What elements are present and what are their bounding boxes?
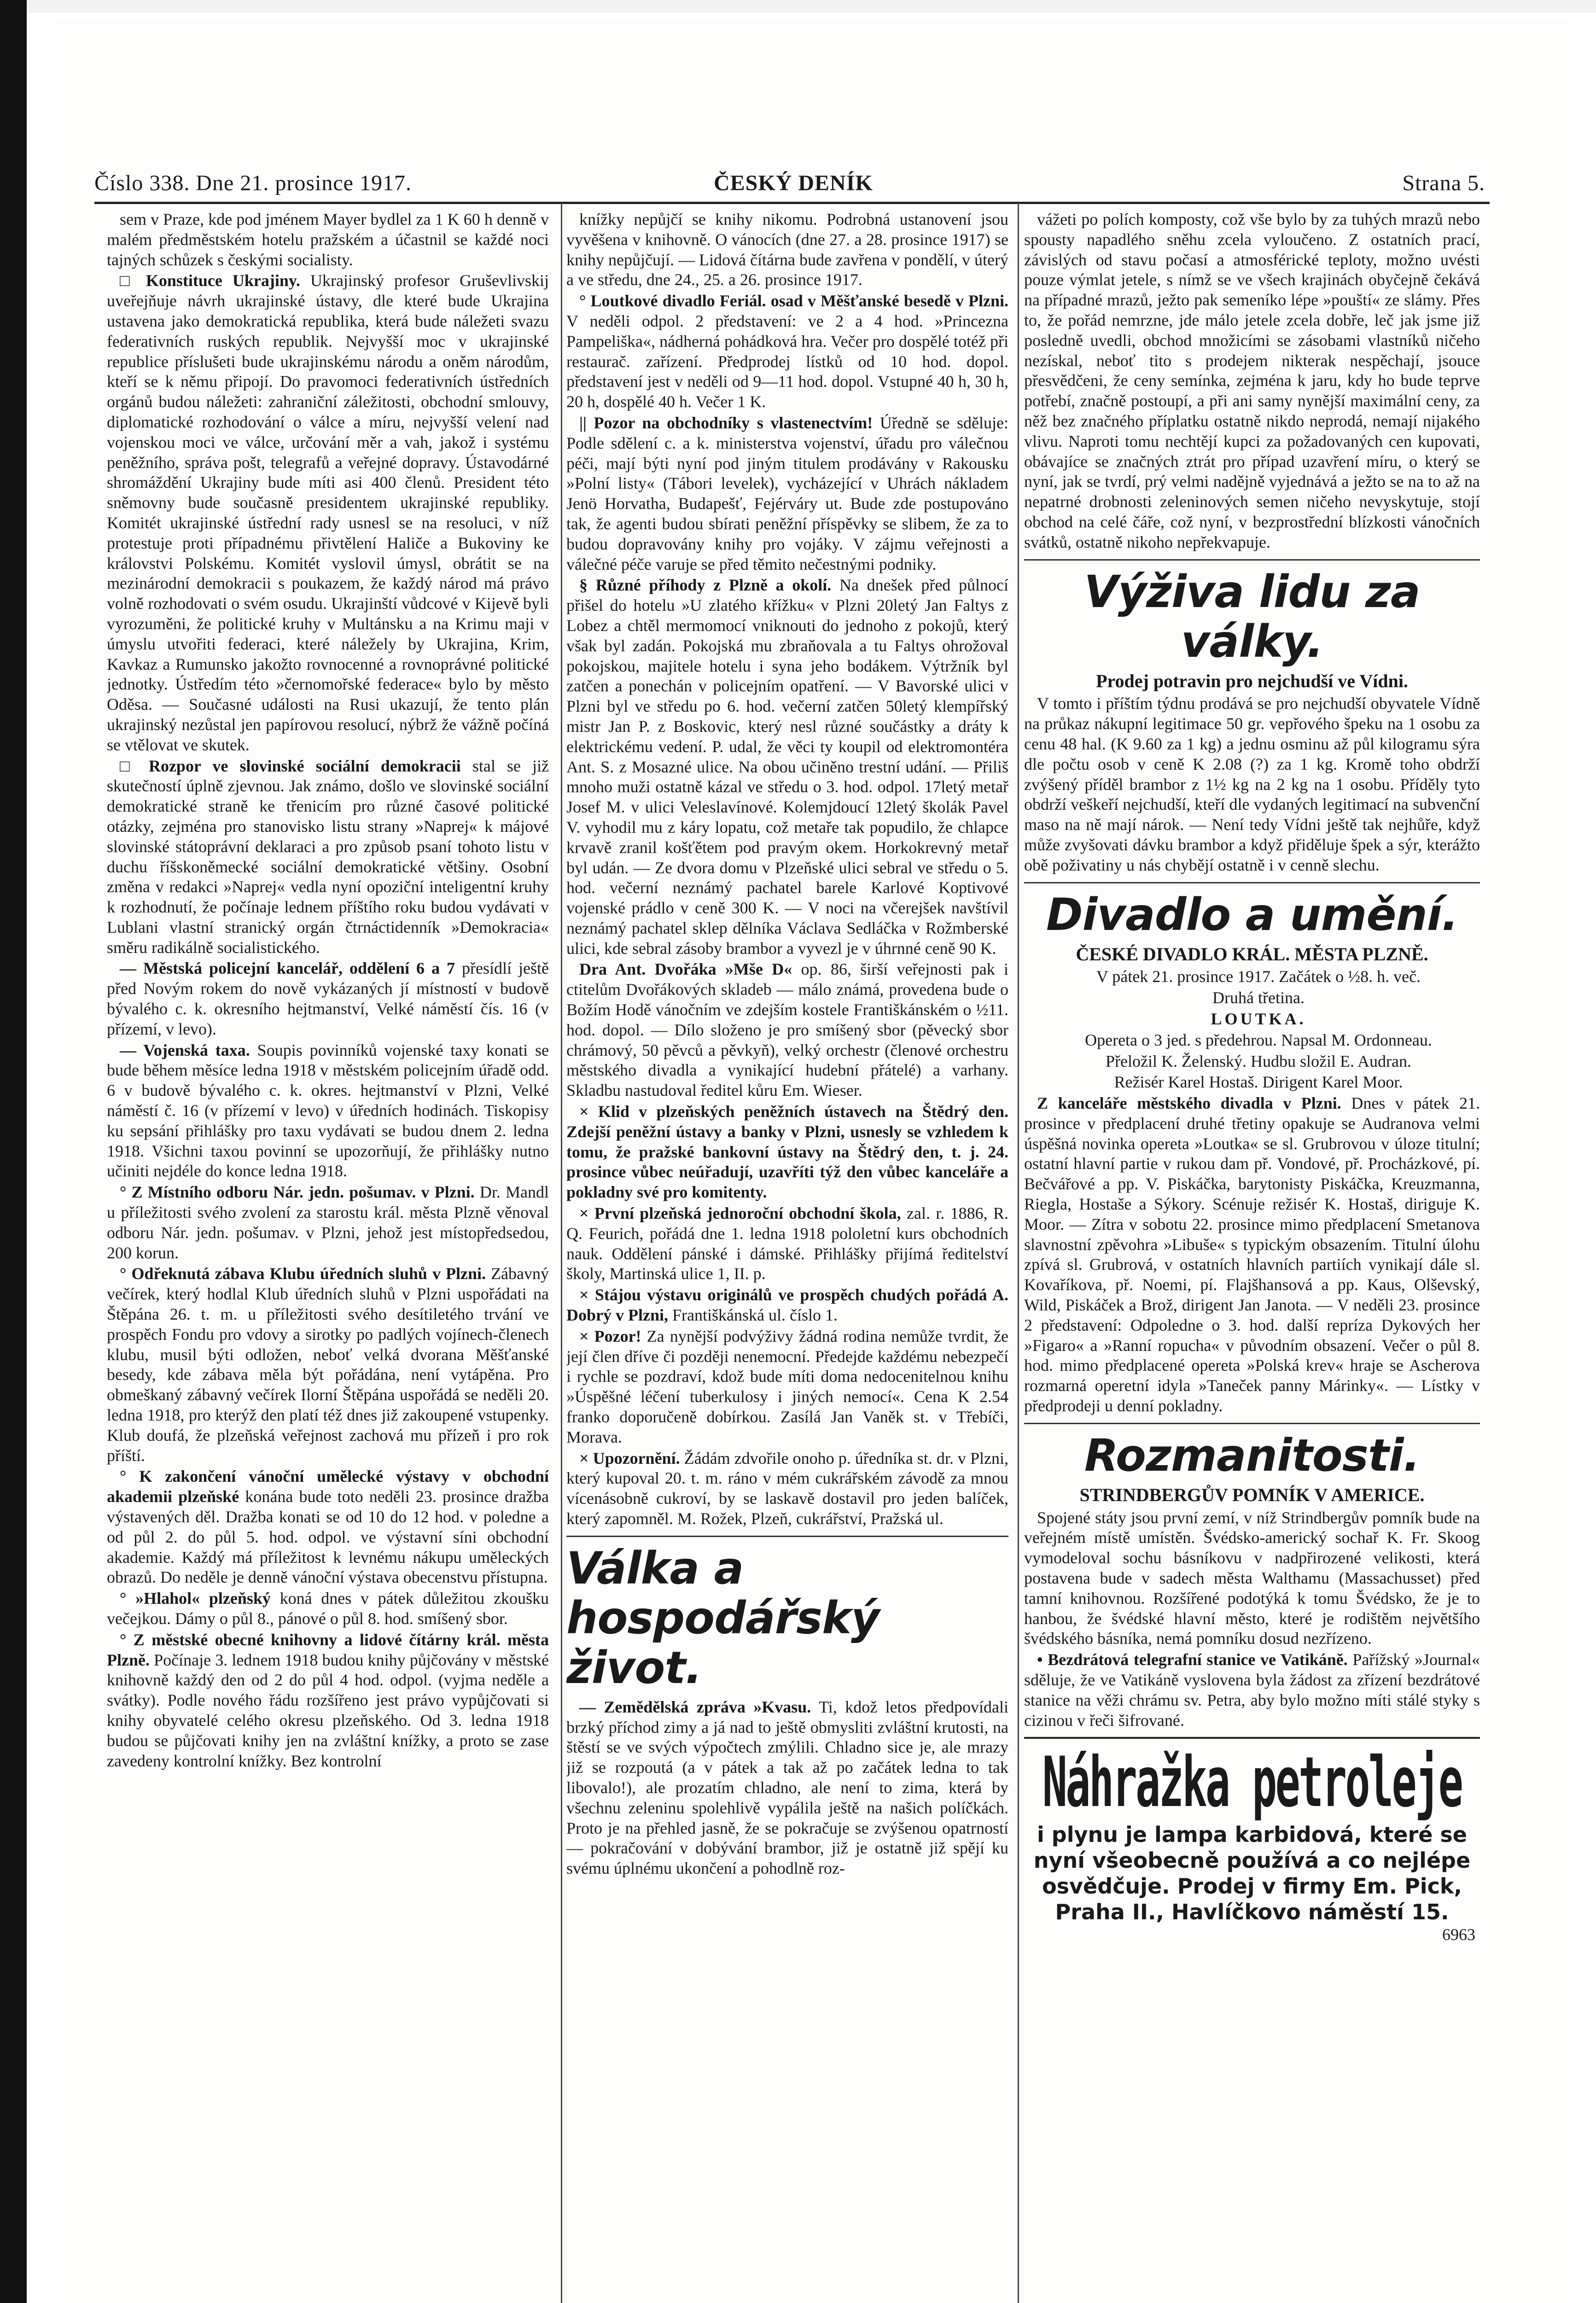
article-paragraph: [566, 1327, 1008, 1448]
article-paragraph: [107, 1467, 549, 1588]
page-number: Strana 5.: [1402, 171, 1485, 195]
article-paragraph: [566, 1285, 1008, 1326]
strindberg-paragraph: Spojené státy jsou první zemí, v níž Strindbergův pomník bude na veřejném místě umístěn. Švédsko-americký sochař K. Fr. Skoog vymodeloval sochu básníkovu v nadpřirozené velikosti, která postavena bude v sadech města Walthamu (Massachusset) před tamní knihovnou. Rozšířené podotýká k tomu Švédsko, že je to hanbou, že švédské hlavní město, které je rodištěm největšího švédského básníka, nemá pomníku dosud nezřízeno.: [1024, 1508, 1480, 1648]
theatre-date: V pátek 21. prosince 1917. Začátek o ½8. h. več.: [1096, 967, 1421, 986]
article-heading: ° Odřeknutá zábava Klubu úředních sluhů v Plzni.: [120, 1264, 486, 1283]
article-paragraph: [566, 1697, 1008, 1879]
article-heading: × Stájou výstavu originálů ve prospěch chudých pořádá A. Dobrý v Plzni,: [566, 1286, 1008, 1325]
article-paragraph: [107, 1589, 549, 1629]
section-title-divadlo: Divadlo a umění.: [1046, 888, 1458, 941]
column-2: [566, 210, 1008, 2303]
article-heading: § Různé příhody z Plzně a okolí.: [579, 576, 832, 595]
column-3: [1024, 210, 1480, 2303]
article-text: zal. r. 1886, R. Q. Feurich, pořádá dne 1. ledna 1918 pololetní kurs obchodních nauk. Oddělení pánské i dámské. Přihlášky přijímá ředitelství školy, Martinská ulice 1, II. p.: [566, 1204, 1008, 1283]
section-rule: [1024, 559, 1480, 561]
section-title-rozmanitosti: Rozmanitosti.: [1084, 1429, 1420, 1481]
article-text: knížky nepůjčí se knihy nikomu. Podrobná ustanovení jsou vyvěšena v knihovně. O vánocích (dne 27. a 28. prosince 1917) se knihy nepůjčují. — Lidová čítárna bude zavřena v pondělí, v úterý a ve středu, dne 24., 25. a 26. prosince 1917.: [566, 210, 1008, 289]
article-text: Dr. Mandl u příležitosti svého zvolení za starostu král. města Plzně věnoval odboru Nár. jedn. pošumav. v Plzni, jehož jest místopředsedou, 200 korun.: [107, 1183, 549, 1262]
article-paragraph: [566, 575, 1008, 959]
issue-date: Dne 21. prosince 1917.: [196, 171, 412, 195]
article-heading: — Vojenská taxa.: [120, 1040, 250, 1059]
article-heading: □ Konstituce Ukrajiny.: [120, 271, 300, 290]
issue-and-date: [94, 170, 412, 196]
article-text: Na dnešek před půlnocí přišel do hotelu »U zlatého křížku« v Plzni 20letý Jan Faltys z Lobez a chtěl mermomocí vniknouti do jednoho z pokojů, který však byl zadán. Pokojská mu zbraňovala a tu Faltys ohrožoval pokojskou, majitele hotelu i syna jeho bodákem. Výtržník byl zatčen a ponechán v policejním opatření. — V Bavorské ulici v Plzni byl ve středu po 6. hod. večerní zatčen 50letý klempířský mistr Jan P. z Boskovic, který nesl různé součástky a dráty k elektrickému vedení. P. udal, že věci ty koupil od elektromontéra Ant. S. z Mosazné ulice. Na obou učiněno trestní udání. — Přiliš mnoho muži ostatně kázal ve středu o 3. hod. odpol. 17letý metař Josef M. v ulici Veleslavínové. Kolemjdoucí 12letý školák Pavel V. vyhodil mu z káry lopatu, což metaře tak popudilo, že chlapce krvavě zranil košťětem pod pravým okem. Horkokrevný metař byl udán. — Ze dvora domu v Plzeňské ulici sebral ve středu o 5. hod. večerní neznámý pachatel barele Karlové Koptivové vojenské prádlo v ceně 300 K. — V noci na včerejšek navštívil neznámý pachatel sklep dělníka Václava Sedláčka v Rožmberské ulici, kde sebral zásoby brambor a vyvezl je v úhrnné ceně 90 K.: [566, 576, 1008, 958]
vatican-heading: • Bezdrátová telegrafní stanice ve Vatikáně.: [1037, 1650, 1348, 1669]
newspaper-title: ČESKÝ DENÍK: [714, 171, 873, 195]
article-heading: × První plzeňská jednoroční obchodní škola,: [579, 1204, 901, 1223]
article-heading: × Upozornění.: [579, 1449, 680, 1467]
vatican-text: Pařížský »Journal« sděluje, že ve Vatikáně vyslovena byla žádost za zřízení bezdrátové stanice na věži chrámu sv. Petra, aby bylo možno míti stálé styky s cizinou v řeči šifrované.: [1024, 1650, 1480, 1730]
article-paragraph: [107, 1182, 549, 1263]
column-1: [107, 210, 549, 2303]
article-text: konána bude toto neděli 23. prosince dražba výstavených děl. Dražba konati se od 10 do 12 hod. v poledne a od půl 2. do půl 5. hod. odpol. ve výstavní síni obchodní akademie. Každý má příležitost k levnému nákupu uměleckých obrazů. Do neděle je denně vánoční výstava obecenstvu přístupna.: [107, 1487, 549, 1587]
scan-top-margin: [27, 0, 1596, 13]
article-paragraph: [566, 1204, 1008, 1284]
section-title-valka: Válka a hospodářský život.: [566, 1542, 880, 1694]
article-paragraph: [107, 1264, 549, 1466]
theatre-credits: Režisér Karel Hostaš. Dirigent Karel Moor.: [1114, 1073, 1403, 1092]
article-heading: — Zemědělská zpráva »Kvasu.: [579, 1697, 811, 1716]
article-text: op. 86, širší veřejnosti pak i ctitelům Dvořákových skladeb — málo známá, provedena bude o Božím Hodě vánočním ve zdejším kostele Františkánském o ½11. hod. dopol. — Dílo složeno je pro smíšený sbor (pěvecký sbor chrámový, 50 pěvců a pěvkyň), velký orchestr (členové orchestru městského divadla a vynikající hudební přátelé) a varhany. Skladbu nastudoval ředitel kůru Em. Wieser.: [566, 960, 1008, 1100]
section-rule: [1024, 1423, 1480, 1424]
article-text: sem v Praze, kde pod jménem Mayer bydlel za 1 K 60 h denně v malém předměstském hotelu pražském a účastnil se každé noci tajných schůzek s českými socialisty.: [107, 210, 549, 269]
article-paragraph: [566, 291, 1008, 412]
column-divider: [561, 203, 562, 2303]
article-text: Ukrajinský profesor Gruševlivskij uveřejňuje návrh ukrajinské ústavy, dle které bude Ukrajina ustavena jako demokratická republika, která bude náležeti svazu federativních ruských republik. Nejvyšší moc v ukrajinské republice příslušeti bude ukrajinskému národu a oněm národům, kteří se k němu připojí. Do pravomoci federativních ústředních orgánů budou náležeti: zahraniční záležitosti, obchodní smlouvy, diplomatické rozhodování o válce a míru, nejvyšší velení nad vojenskou moci ve válce, určování měr a vah, jakož i systému peněžního, správa pošt, telegrafů a veřejné dopravy. Ústavodárné shromáždění Ukrajiny bude míti asi 400 členů. President této sněmovny bude současně presidentem ukrajinské republiky. Komitét ukrajinské ústřední rady usnesl se na resoluci, v níž protestuje proti případnému přivtělení Haliče a Bukoviny ke královstvi Polskému. Komitét vyslovil úmysl, obrátit se na mezinárodní demokracii s poukazem, že každý národ má právo volně rozhodovati o svém osudu. Ukrajinští vůdcové v Kijevě byli vyrozuměni, že politické kruhy v Multánsku a na Krimu maji v úmyslu utvořiti federaci, které náležely by Ukrajina, Krim, Kavkaz a Rumunsko jakožto rovnocenné a rovnoprávné politické jednotky. Ústředím této »černomořské federace« bylo by město Oděsa. — Současné události na Rusi ukazují, že tento plán ukrajinský nezůstal jen papírovou resolucí, nýbrž že vážně počíná se vtělovat ve skutek.: [107, 271, 549, 754]
article-text: Zábavný večírek, který hodlal Klub úředních sluhů v Plzni uspořádati na Štěpána 26. t. m. u příležitosti svého desítiletého trvání ve prospěch Fondu pro vdovy a sirotky po padlých vojínech-členech klubu, musil býti odložen, neboť velká dvorana Měšťanské besedy, kde zábava měla být pořádána, není vytápěna. Pro obmeškaný zábavný večírek Ilorní Štěpána uspořádá se neděli 20. ledna 1918, pro kterýž den platí též dnes již zakoupené vstupenky. Klub doufá, že plzeňská veřejnost zachová mu přízeň i pro rok příští.: [107, 1264, 549, 1465]
article-heading: || Pozor na obchodníky s vlastenectvím!: [579, 413, 873, 432]
article-text: Za nynější podvýživy žádná rodina nemůže tvrdit, že její člen dříve či později nenemocní. Předejde každému nebezpečí i rychle se pozdraví, kdož bude míti doma nedocenitelnou knihu »Úspěšné léčení tuberkulosy i jiných nemocí«. Cena K 2.54 franko doporučeně dobírkou. Zasílá Jan Vaněk st. v Třebíči, Morava.: [566, 1327, 1008, 1446]
article-text: vážeti po polích komposty, což vše bylo by za tuhých mrazů nebo spousty napadlého sněhu zcela vyloučeno. Z ostatních prací, závislých od stavu počasí a atmosférické teploty, možno uvésti pouze výmlat jetele, s nímž se ve všech krajinách obyčejně čekává na případné mrazů, ježto pak semeníko lépe »pouští« ze slámy. Přes to, že pořád nemrzne, jde málo jetele zcela dobře, leč jak jsme již posledně uvedli, obchod množicími se zásobami vlastníků ničeho nezískal, neboť tito s prodejem nikterak nespěchají, jsouce přesvědčeni, že ceny semínka, zejména k jaru, kdy ho bude teprve potřebí, značně postoupí, a při ani samy nynější maximální ceny, za něž bez značného příplatku ostatně nikdo neprodá, nemají nijakého vlivu. Naproti tomu nechtějí kupci za požadovaných cen kupovati, obávajíce se značných ztrát pro případ uzavření míru, o který se nyní, jak se tvrdí, prý velmi nadějně vyjednává a ježto se na to až na nepatrné drobnosti zeleninových semen ničeho nevyskytuje, stojí obchod na celé čáře, což nyní, v bezprostřední blízkosti vánočních svátků, ostatně nikoho nepřekvapuje.: [1024, 210, 1480, 551]
header-rule: [94, 202, 1490, 204]
article-heading: × Pozor!: [579, 1327, 641, 1345]
article-text: Ti, kdož letos předpovídali brzký příchod zimy a já nad to ještě obmysliti zvláštní krutosti, na štěstí se ve svých výpočtech zmýlili. Chladno sice je, ale mrazy již se rozpoutá (a v pátek a tak až po začátek ledna to tak libovalo!), ale prozatím chladno, ale není to zima, která by všechnu zeleninu spolehlivě vypálila ještě na našich políčkách. Proto je na přehled jasně, že se pokračuje se zvýšenou opatrností — pokračování v dobývání brambor, již je ostatně již spějí ku svému úplnému ukončení a pohodlně roz-: [566, 1697, 1008, 1878]
strindberg-heading: STRINDBERGŮV POMNÍK V AMERICE.: [1079, 1484, 1425, 1505]
advertisement: [1024, 1737, 1480, 1945]
article-text: koná dnes v pátek důležitou zkoušku večejkou. Dámy o půl 8., pánové o půl 8. hod. smíšený sbor.: [107, 1589, 549, 1628]
article-heading: × Klid v plzeňských peněžních ústavech na Štědrý den. Zdejší peněžní ústavy a banky v Plzni, usnesly se vzhledem k tomu, že pražské bankovní ústavy na Štědrý den, t. j. 24. prosince vůbec neúřadují, uzavříti týž den vůbec kanceláře a pokladny své pro komitenty.: [566, 1102, 1008, 1202]
article-paragraph: [566, 1449, 1008, 1529]
theatre-play-title: LOUTKA.: [1211, 1009, 1306, 1028]
article-text: Žádám zdvořile onoho p. úředníka st. dr. v Plzni, který kupoval 20. t. m. ráno v mém cukrářském závodě za mnou vícenásobně cukroví, by se laskavě dostavil pro jeden balíček, který zapomněl. M. Rožek, Plzeň, cukrářství, Pražská ul.: [566, 1449, 1008, 1528]
article-heading: ° K zakončení vánoční umělecké výstavy v obchodní akademii plzeňské: [107, 1467, 549, 1506]
scan-edge: [0, 0, 27, 2303]
issue-number: Číslo 338.: [94, 171, 190, 195]
theatre-credits: Přeložil K. Želenský. Hudbu složil E. Audran.: [1106, 1052, 1411, 1070]
article-paragraph: [566, 413, 1008, 574]
article-paragraph: [566, 959, 1008, 1101]
article-heading: ° Z Místního odboru Nár. jedn. pošumav. v Plzni.: [120, 1183, 475, 1202]
article-text: V neděli odpol. 2 představení: ve 2 a 4 hod. »Princezna Pampeliška«, nádherná pohádková hra. Večer pro dospělé totéž při restaurač. zařízení. Předprodej lístků od 10 hod. dopol. představení jest v neděli od 9—11 hod. dopol. Vstupné 40 h, 30 h, 20 h, dospělé 40 h. Večer 1 K.: [566, 311, 1008, 411]
vyziva-paragraph: V tomto i příštím týdnu prodává se pro nejchudší obyvatele Vídně na průkaz nákupní legitimace 50 gr. vepřového špeku na 1 osobu za cenu 48 hal. (K 9.60 za 1 kg) a jednu osminu až půl kilogramu sýra dle počtu osob v ceně K 2.08 (?) za 1 kg. Kromě toho obdrží zvýšený příděl brambor z 1½ kg na 2 kg na 1 osobu. Příděly tyto obdrží veškeří nejchudší, kteří dle vydaných legitimací na subvenční maso na ně mají nárok. — Není tedy Vídni ještě tak nejhůře, když může zvyšovati dávku brambor a když přiděluje špek a sýr, kterážto obě poživatiny u nás chybějí ostatně i v cenně slechu.: [1024, 694, 1480, 874]
article-paragraph: [107, 1630, 549, 1771]
article-heading: ° »Hlahol« plzeňský: [120, 1589, 271, 1608]
ad-number: 6963: [1442, 1925, 1475, 1944]
ad-title: Náhražka petroleje: [1042, 1742, 1462, 1823]
article-paragraph: [107, 271, 549, 755]
theatre-notice-text: Dnes v pátek 21. prosince v předplacení druhé třetiny opakuje se Audranova velmi úspěšná novinka opereta »Loutka« se sl. Grubrovou v úloze titulní; ostatní hlavní partie v rukou dam př. Vondové, př. Procházkové, pí. Bečvářové a pp. V. Piskáčka, barytonisty Piskáčka, Kreuzmanna, Riegla, Hostaše a Sýkory. Scénuje režisér K. Hostaš, diriguje K. Moor. — Zítra v sobotu 22. prosince mimo předplacení Smetanova slavnostní zpěvohra »Libuše« s typickým obsazením. Titulní úlohu zpívá sl. Grubrová, v ostatních hlavních partiích vynikají dále sl. Kovaříkova, př. Noemi, pí. Flajšhansová a pp. Kaus, Olševský, Wild, Piskáček a Brož, dirigent Jan Janota. — V neděli 23. prosince 2 představení: Odpoledne o 3. hod. další repríza Dykových her »Figaro« a »Ranní ropucha« v původním obsazení. Večer o půl 8. hod. mimo předplacené opereta »Polská krev« hraje se Ascherova rozmarná operetní idyla »Taneček panny Márinky«. — Lístky v předprodeji u denní pokladny.: [1024, 1094, 1480, 1415]
vyziva-subheading: Prodej potravin pro nejchudší ve Vídni.: [1096, 670, 1408, 691]
theatre-heading: ČESKÉ DIVADLO KRÁL. MĚSTA PLZNĚ.: [1076, 943, 1428, 964]
article-heading: Dra Ant. Dvořáka »Mše D«: [579, 960, 792, 979]
article-paragraph: [107, 959, 549, 1039]
article-paragraph: [566, 1102, 1008, 1203]
article-text: Počínaje 3. lednem 1918 budou knihy půjčovány v městské knihovně každý den od 2 do půl 4 hod. odpol. (vyjma neděle a svátky). Podle nového řádu rozšířeno jest právo vypůjčovati si knihy obyvatelé celého okresu plzeňského. Od 3. ledna 1918 budou se půjčovati knihy jen na zvláštní knížky, a proto se zase zavedeny kontrolní knížky. Bez kontrolní: [107, 1650, 549, 1770]
article-heading: □ Rozpor ve slovinské sociální demokracii: [120, 756, 461, 775]
theatre-series: Druhá třetina.: [1212, 988, 1305, 1007]
column-divider: [1018, 203, 1019, 2303]
newspaper-page: [55, 18, 1575, 2303]
article-text: přesídlí ještě před Novým rokem do nově vykázaných jí místností v budově bývalého c. k. okresního hejtmanství, Velké náměstí čís. 16 (v přízemí, v levo).: [107, 959, 549, 1038]
article-paragraph: [107, 210, 549, 270]
article-paragraph: [107, 1040, 549, 1182]
theatre-notice: [1024, 1093, 1480, 1416]
section-rule: [566, 1536, 1008, 1537]
article-text: Soupis povinníků vojenské taxy konati se bude během měsíce ledna 1918 v městském policejním úřadě odd. 6 v budově bývalého c. k. okres. hejtmanství v Plzni, Velké náměstí č. 16 (v přízemí v levo) v úředních hodinách. Tiskopisy ku sepsání přihlášky pro taxu vydávati se budou dnem 2. ledna 1918. Všichni taxou povinní se upozorňují, že přihlášky nutno učiniti nejdéle do konce ledna 1918.: [107, 1040, 549, 1181]
section-rule: [1024, 882, 1480, 883]
article-text: stal se již skutečností úplně zjevnou. Jak známo, došlo ve slovinské sociální demokratické straně ke třenicím pro různé časové politické otázky, zejména pro stanovisko listu strany »Naprej« k májové slovinské státoprávní deklaraci a pro způsob psaní tohoto listu v duchu říšskoněmecké sociální demokratické většiny. Osobní změna v redakci »Naprej« vedla nyní opoziční inteligentní kruhy k rozhodnutí, že počínaje lednem příštího roku budou vydávati v Lublani vlastní stranický orgán čtrnáctidenník »Demokracia« směru radikálně socialistického.: [107, 756, 549, 957]
page-header: [94, 170, 1485, 198]
ad-body: i plynu je lampa karbidová, které se nyní všeobecně používá a co nejlépe osvědčuje. Prodej v firmy Em. Pick, Praha II., Havlíčkovo náměstí 15.: [1033, 1822, 1471, 1925]
article-text: Úředně se sděluje: Podle sdělení c. a k. ministerstva vojenství, úřadu pro válečnou péči, mají býti nyní pod jiným titulem prodávány v Rakousku »Polní listy« (Tábori levelek), vycházející v Uhrách nákladem Jenö Horvatha, Budapešť, Fejérváry ut. Bude zde postupováno tak, že agenti budou sbírati peněžní příspěvky se slibem, že za to budou dopravovány knihy pro vojáky. V zájmu veřejnosti a válečné péče varuje se před těmito nečestnými podniky.: [566, 413, 1008, 573]
article-paragraph: [566, 210, 1008, 290]
section-title-vyziva: Výživa lidu za války.: [1084, 566, 1420, 667]
theatre-credits: Opereta o 3 jed. s předehrou. Napsal M. Ordonneau.: [1085, 1030, 1432, 1049]
article-paragraph: [107, 756, 549, 958]
theatre-notice-heading: Z kanceláře městského divadla v Plzni.: [1037, 1094, 1341, 1113]
article-paragraph: [1024, 210, 1480, 553]
vatican-paragraph: [1024, 1650, 1480, 1730]
article-heading: — Městská policejní kancelář, oddělení 6 a 7: [120, 959, 455, 978]
article-text: Františkánská ul. číslo 1.: [672, 1306, 838, 1325]
article-heading: ° Loutkové divadlo Feriál. osad v Měšťanské besedě v Plzni.: [579, 292, 1008, 310]
article-heading: ° Z městské obecné knihovny a lidové čítárny král. města Plzně.: [107, 1630, 549, 1669]
